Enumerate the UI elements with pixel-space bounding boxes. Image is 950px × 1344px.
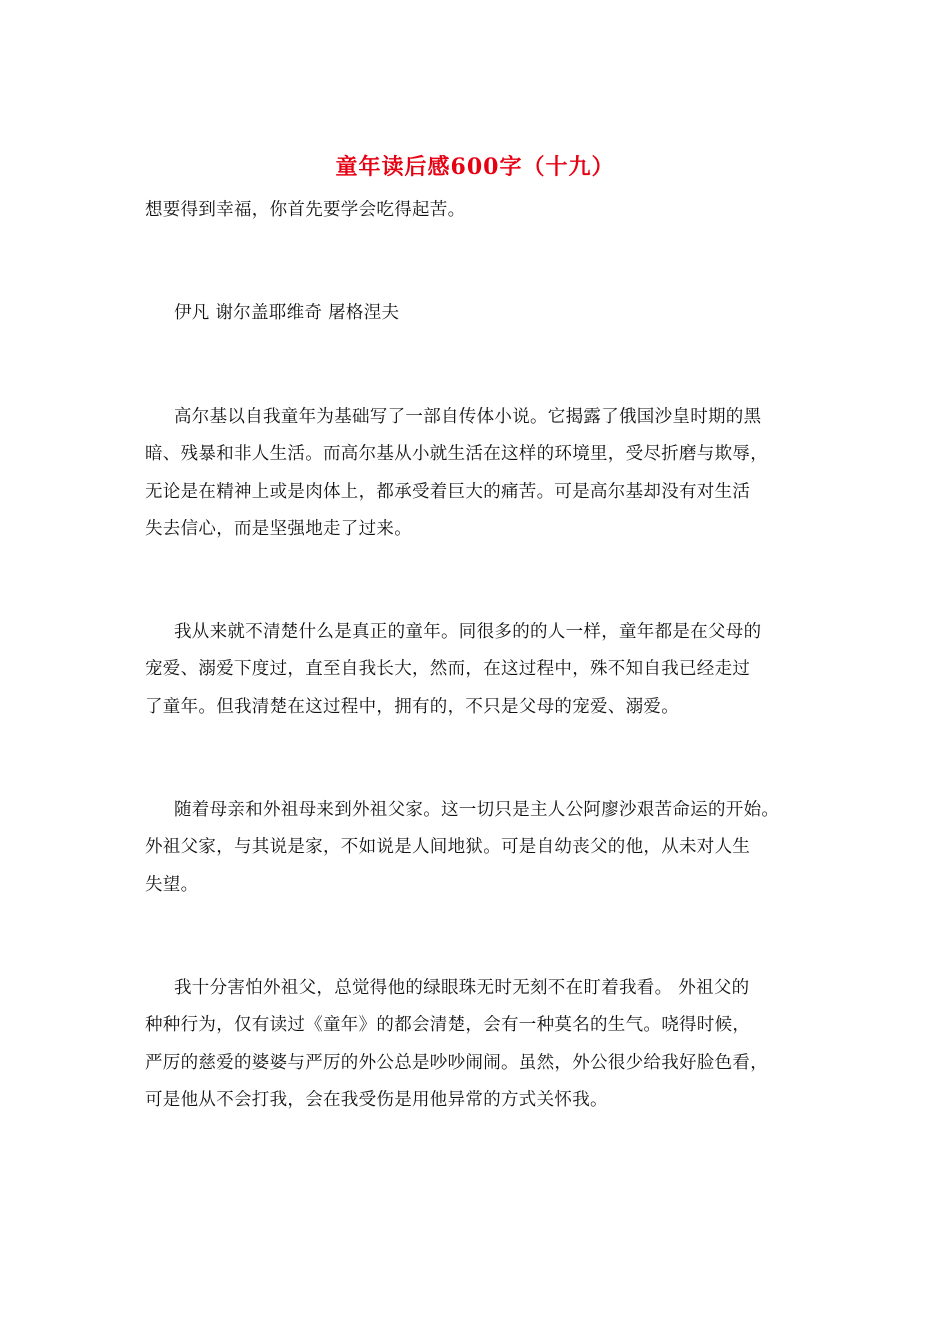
paragraph-line: 外祖父家，与其说是家，不如说是人间地狱。可是自幼丧父的他，从未对人生: [145, 837, 751, 857]
paragraph-line: 随着母亲和外祖母来到外祖父家。这一切只是主人公阿廖沙艰苦命运的开始。: [174, 800, 780, 820]
paragraph-line: 了童年。但我清楚在这过程中，拥有的，不只是父母的宠爱、溺爱。: [145, 697, 679, 717]
epigraph: 想要得到幸福，你首先要学会吃得起苦。: [145, 200, 466, 220]
paragraph-line: 种种行为，仅有读过《童年》的都会清楚，会有一种莫名的生气。哓得时候，: [145, 1015, 751, 1035]
paragraph-line: 失去信心，而是坚强地走了过来。: [145, 519, 412, 539]
paragraph-line: 我从来就不清楚什么是真正的童年。同很多的的人一样，童年都是在父母的: [174, 622, 762, 642]
paragraph-line: 我十分害怕外祖父，总觉得他的绿眼珠无时无刻不在盯着我看。 外祖父的: [174, 978, 750, 998]
paragraph-line: 宠爱、溺爱下度过，直至自我长大，然而，在这过程中，殊不知自我已经走过: [145, 659, 751, 679]
paragraph-line: 可是他从不会打我，会在我受伤是用他异常的方式关怀我。: [145, 1090, 608, 1110]
author-line: 伊凡 谢尔盖耶维奇 屠格涅夫: [174, 303, 400, 323]
paragraph-line: 暗、残暴和非人生活。而高尔基从小就生活在这样的环境里，受尽折磨与欺辱，: [145, 444, 768, 464]
paragraph-line: 无论是在精神上或是肉体上，都承受着巨大的痛苦。可是高尔基却没有对生活: [145, 482, 751, 502]
document-title: 童年读后感600字（十九）: [335, 154, 615, 180]
paragraph-line: 高尔基以自我童年为基础写了一部自传体小说。它揭露了俄国沙皇时期的黑: [174, 407, 762, 427]
paragraph-line: 失望。: [145, 875, 199, 895]
paragraph-line: 严厉的慈爱的婆婆与严厉的外公总是吵吵闹闹。虽然，外公很少给我好脸色看，: [145, 1053, 768, 1073]
